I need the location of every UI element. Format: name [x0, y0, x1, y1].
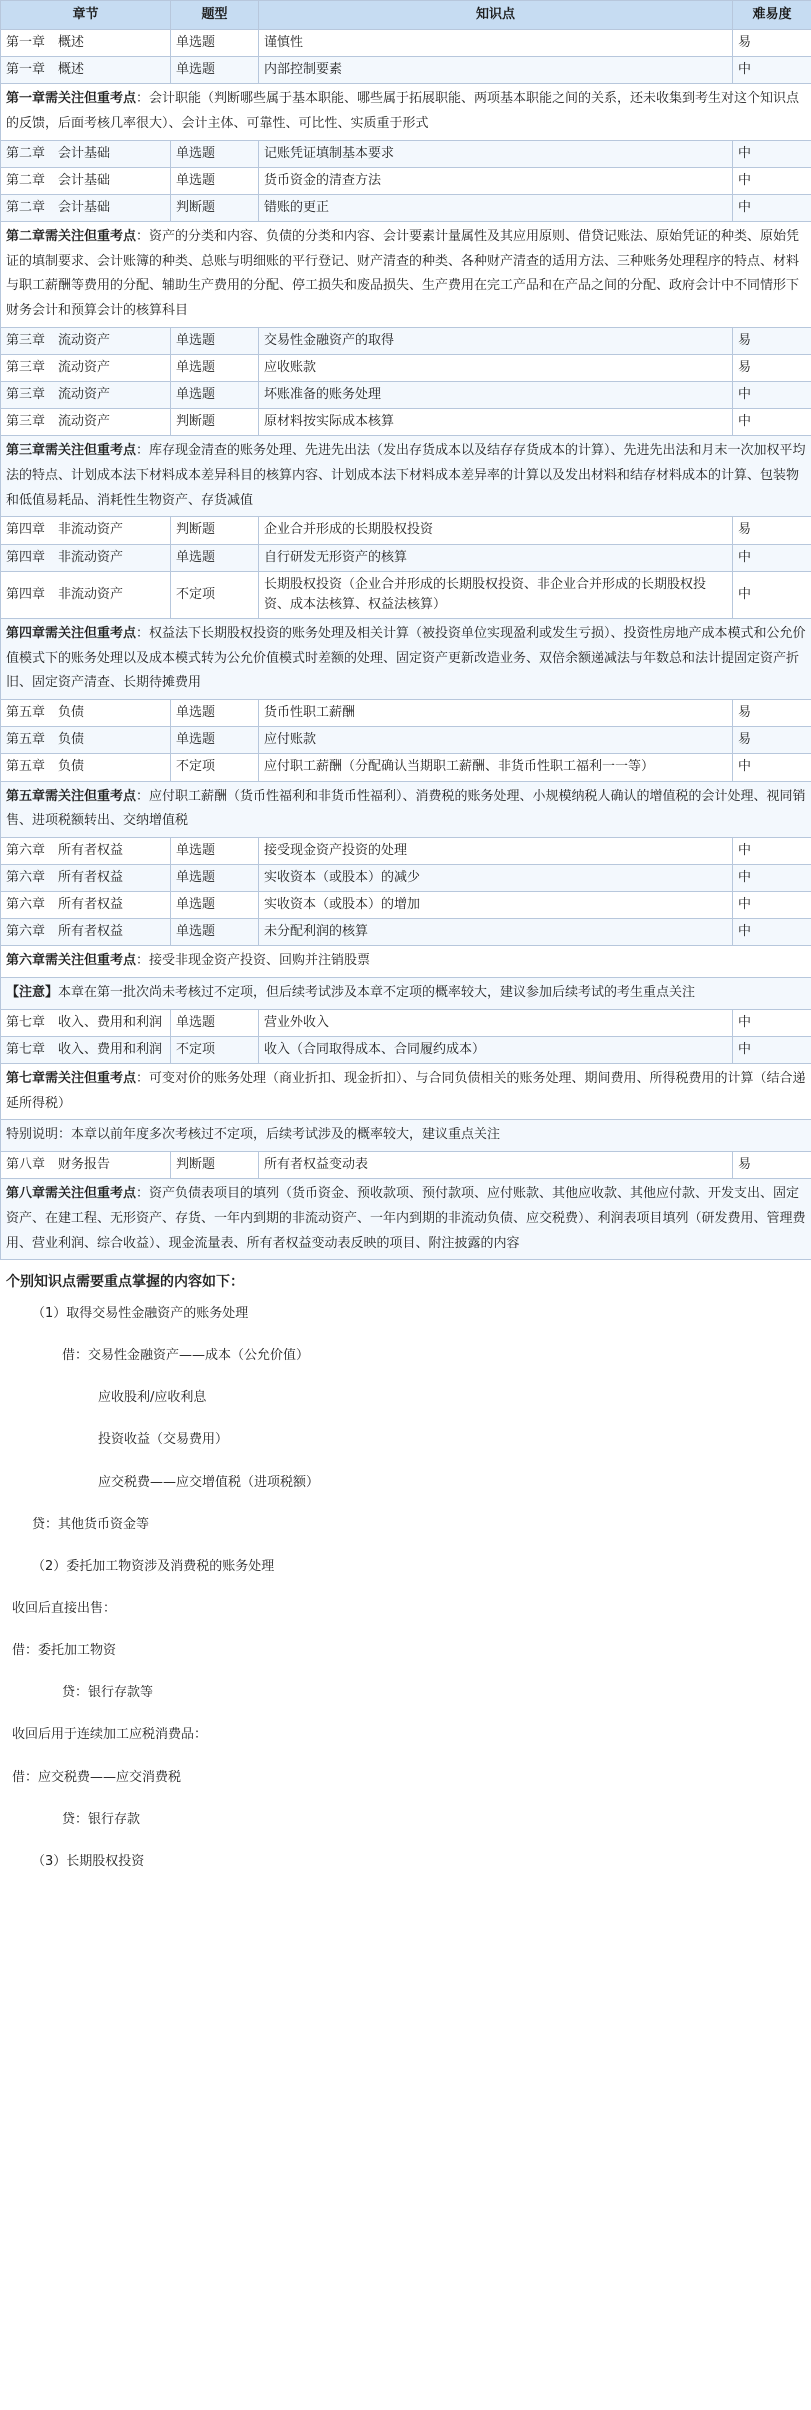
knowledge-point-cell: 企业合并形成的长期股权投资 — [259, 517, 733, 544]
chapter-cell: 第三章 流动资产 — [1, 382, 171, 409]
table-row — [1, 1152, 811, 1179]
question-type-cell: 单选题 — [171, 30, 259, 57]
question-type-cell: 单选题 — [171, 1009, 259, 1036]
header-point: 知识点 — [259, 1, 733, 30]
notes-body — [6, 1304, 805, 1872]
note-cell — [1, 1064, 811, 1120]
note-text: ：权益法下长期股权投资的账务处理及相关计算（被投资单位实现盈利或发生亏损）、投资性房地产成本模式和公允价值模式下的账务处理以及成本模式转为公允价值模式时差额的处理、固定资产更新改造业务、双倍余额递减法与年数总和法计提固定资产折旧、固定资产清查、长期待摊费用 — [6, 626, 806, 691]
chapter-cell: 第六章 所有者权益 — [1, 837, 171, 864]
difficulty-cell: 中 — [733, 544, 811, 571]
chapter-cell: 第四章 非流动资产 — [1, 544, 171, 571]
note-line: （1）取得交易性金融资产的账务处理 — [32, 1306, 249, 1322]
question-type-cell: 单选题 — [171, 727, 259, 754]
note-text: ：应付职工薪酬（货币性福利和非货币性福利）、消费税的账务处理、小规模纳税人确认的增值税的会计处理、视同销售、进项税额转出、交纳增值税 — [6, 788, 806, 829]
knowledge-point-cell: 自行研发无形资产的核算 — [259, 544, 733, 571]
chapter-cell: 第三章 流动资产 — [1, 409, 171, 436]
note-text: ：会计职能（判断哪些属于基本职能、哪些属于拓展职能、两项基本职能之间的关系，还未收集到考生对这个知识点的反馈，后面考核几率很大）、会计主体、可靠性、可比性、实质重于形式 — [6, 91, 800, 131]
knowledge-point-cell: 内部控制要素 — [259, 57, 733, 84]
difficulty-cell: 易 — [733, 517, 811, 544]
chapter-cell: 第二章 会计基础 — [1, 167, 171, 194]
difficulty-cell: 中 — [733, 382, 811, 409]
table-row — [1, 1009, 811, 1036]
knowledge-point-cell: 错账的更正 — [259, 194, 733, 221]
question-type-cell: 判断题 — [171, 1152, 259, 1179]
chapter-cell: 第二章 会计基础 — [1, 194, 171, 221]
table-body — [1, 30, 811, 1260]
chapter-cell: 第四章 非流动资产 — [1, 517, 171, 544]
difficulty-cell: 易 — [733, 30, 811, 57]
chapter-cell: 第四章 非流动资产 — [1, 571, 171, 618]
note-line: 贷：其他货币资金等 — [32, 1516, 150, 1532]
knowledge-point-cell: 实收资本（或股本）的增加 — [259, 892, 733, 919]
knowledge-point-cell: 接受现金资产投资的处理 — [259, 837, 733, 864]
note-cell — [1, 978, 811, 1010]
note-title: 第一章需关注但重考点 — [6, 91, 137, 107]
question-type-cell: 不定项 — [171, 1036, 259, 1063]
note-line: 收回后直接出售： — [12, 1601, 117, 1617]
note-row — [1, 978, 811, 1010]
difficulty-cell: 中 — [733, 865, 811, 892]
question-type-cell: 不定项 — [171, 571, 259, 618]
knowledge-point-cell: 货币资金的清查方法 — [259, 167, 733, 194]
knowledge-point-cell: 长期股权投资（企业合并形成的长期股权投资、非企业合并形成的长期股权投资、成本法核算、权益法核算） — [259, 571, 733, 618]
difficulty-cell: 中 — [733, 409, 811, 436]
question-type-cell: 单选题 — [171, 865, 259, 892]
chapter-cell: 第六章 所有者权益 — [1, 919, 171, 946]
question-type-cell: 单选题 — [171, 57, 259, 84]
table-row — [1, 1036, 811, 1063]
note-text: ：库存现金清查的账务处理、先进先出法（发出存货成本以及结存存货成本的计算）、先进先出法和月末一次加权平均法的特点、计划成本法下材料成本差异科目的核算内容、计划成本法下材料成本差异率的计算以及发出材料和结存材料成本的计算、包装物和低值易耗品、消耗性生物资产、存货减值 — [6, 443, 806, 508]
difficulty-cell: 中 — [733, 167, 811, 194]
note-line: 贷：银行存款等 — [62, 1685, 154, 1701]
note-cell — [1, 84, 811, 140]
question-type-cell: 判断题 — [171, 409, 259, 436]
note-text: ：接受非现金资产投资、回购并注销股票 — [136, 953, 371, 969]
note-text: 特别说明：本章以前年度多次考核过不定项，后续考试涉及的概率较大，建议重点关注 — [6, 1127, 501, 1143]
note-text: 本章在第一批次尚未考核过不定项，但后续考试涉及本章不定项的概率较大，建议参加后续考试的考生重点关注 — [58, 985, 696, 1001]
chapter-cell: 第五章 负债 — [1, 700, 171, 727]
header-level: 难易度 — [733, 1, 811, 30]
table-row — [1, 354, 811, 381]
question-type-cell: 判断题 — [171, 194, 259, 221]
table-row — [1, 919, 811, 946]
difficulty-cell: 中 — [733, 1036, 811, 1063]
chapter-cell: 第五章 负债 — [1, 727, 171, 754]
note-cell — [1, 781, 811, 837]
question-type-cell: 单选题 — [171, 892, 259, 919]
note-title: 第四章需关注但重考点 — [6, 626, 137, 642]
table-row — [1, 544, 811, 571]
difficulty-cell: 中 — [733, 837, 811, 864]
table-row — [1, 727, 811, 754]
note-title: 第七章需关注但重考点 — [6, 1071, 137, 1087]
note-cell — [1, 1120, 811, 1152]
table-row — [1, 327, 811, 354]
knowledge-point-cell: 应付职工薪酬（分配确认当期职工薪酬、非货币性职工福利一一等） — [259, 754, 733, 781]
knowledge-point-cell: 收入（合同取得成本、合同履约成本） — [259, 1036, 733, 1063]
note-title: 【注意】 — [6, 985, 59, 1001]
table-row — [1, 57, 811, 84]
note-text: ：资产负债表项目的填列（货币资金、预收款项、预付款项、应付账款、其他应收款、其他应付款、开发支出、固定资产、在建工程、无形资产、存货、一年内到期的非流动资产、一年内到期的非流动负债、应交税费）、利润表项目填列（研发费用、管理费用、营业利润、综合收益）、现金流量表、所有者权益变动表反映的项目、附注披露的内容 — [6, 1186, 806, 1251]
key-notes-section — [0, 1260, 811, 1914]
knowledge-point-cell: 营业外收入 — [259, 1009, 733, 1036]
note-text: ：资产的分类和内容、负债的分类和内容、会计要素计量属性及其应用原则、借贷记账法、原始凭证的种类、原始凭证的填制要求、会计账簿的种类、总账与明细账的平行登记、财产清查的种类、各种财产清查的适用方法、三种账务处理程序的特点、材料与职工薪酬等费用的分配、辅助生产费用的分配、停工损失和废品损失、生产费用在完工产品和在产品之间的分配、政府会计中不同情形下财务会计和预算会计的核算科目 — [6, 229, 800, 319]
question-type-cell: 不定项 — [171, 754, 259, 781]
chapter-cell: 第六章 所有者权益 — [1, 892, 171, 919]
note-cell — [1, 1179, 811, 1260]
header-chapter: 章节 — [1, 1, 171, 30]
difficulty-cell: 中 — [733, 140, 811, 167]
note-line: 贷：银行存款 — [62, 1811, 141, 1827]
chapter-cell: 第六章 所有者权益 — [1, 865, 171, 892]
difficulty-cell: 易 — [733, 354, 811, 381]
knowledge-point-cell: 记账凭证填制基本要求 — [259, 140, 733, 167]
question-type-cell: 单选题 — [171, 919, 259, 946]
knowledge-point-cell: 原材料按实际成本核算 — [259, 409, 733, 436]
note-row — [1, 619, 811, 700]
question-type-cell: 单选题 — [171, 700, 259, 727]
note-cell — [1, 619, 811, 700]
table-header-row — [1, 1, 811, 30]
difficulty-cell: 中 — [733, 919, 811, 946]
chapter-cell: 第一章 概述 — [1, 30, 171, 57]
difficulty-cell: 中 — [733, 194, 811, 221]
question-type-cell: 单选题 — [171, 140, 259, 167]
difficulty-cell: 中 — [733, 754, 811, 781]
table-row — [1, 571, 811, 618]
difficulty-cell: 中 — [733, 1009, 811, 1036]
knowledge-point-cell: 未分配利润的核算 — [259, 919, 733, 946]
question-type-cell: 判断题 — [171, 517, 259, 544]
difficulty-cell: 易 — [733, 727, 811, 754]
note-line: （3）长期股权投资 — [32, 1853, 145, 1869]
difficulty-cell: 易 — [733, 700, 811, 727]
difficulty-cell: 易 — [733, 1152, 811, 1179]
chapter-cell: 第五章 负债 — [1, 754, 171, 781]
table-row — [1, 865, 811, 892]
note-text: ：可变对价的账务处理（商业折扣、现金折扣）、与合同负债相关的账务处理、期间费用、所得税费用的计算（结合递延所得税） — [6, 1071, 806, 1111]
chapter-cell: 第三章 流动资产 — [1, 327, 171, 354]
note-title: 第二章需关注但重考点 — [6, 229, 137, 245]
note-row — [1, 436, 811, 517]
knowledge-point-cell: 货币性职工薪酬 — [259, 700, 733, 727]
question-type-cell: 单选题 — [171, 837, 259, 864]
note-row — [1, 946, 811, 978]
note-title: 第八章需关注但重考点 — [6, 1186, 137, 1202]
difficulty-cell: 易 — [733, 327, 811, 354]
difficulty-cell: 中 — [733, 571, 811, 618]
note-row — [1, 1064, 811, 1120]
table-row — [1, 892, 811, 919]
table-row — [1, 409, 811, 436]
table-row — [1, 700, 811, 727]
knowledge-point-cell: 坏账准备的账务处理 — [259, 382, 733, 409]
notes-title: 个别知识点需要重点掌握的内容如下： — [6, 1274, 244, 1291]
note-row — [1, 781, 811, 837]
knowledge-point-cell: 应付账款 — [259, 727, 733, 754]
note-line: 借：交易性金融资产——成本（公允价值） — [62, 1348, 310, 1364]
chapter-cell: 第三章 流动资产 — [1, 354, 171, 381]
note-cell — [1, 436, 811, 517]
note-title: 第六章需关注但重考点 — [6, 953, 137, 969]
note-row — [1, 1179, 811, 1260]
table-row — [1, 754, 811, 781]
note-line: 收回后用于连续加工应税消费品： — [12, 1727, 208, 1743]
table-row — [1, 167, 811, 194]
note-line: 应收股利/应收利息 — [98, 1390, 207, 1406]
knowledge-point-cell: 交易性金融资产的取得 — [259, 327, 733, 354]
chapter-cell: 第一章 概述 — [1, 57, 171, 84]
note-line: 投资收益（交易费用） — [98, 1432, 229, 1448]
chapter-cell: 第七章 收入、费用和利润 — [1, 1036, 171, 1063]
question-type-cell: 单选题 — [171, 354, 259, 381]
chapter-cell: 第七章 收入、费用和利润 — [1, 1009, 171, 1036]
difficulty-cell: 中 — [733, 57, 811, 84]
table-row — [1, 140, 811, 167]
table-row — [1, 837, 811, 864]
knowledge-point-cell: 所有者权益变动表 — [259, 1152, 733, 1179]
header-type: 题型 — [171, 1, 259, 30]
note-title: 第五章需关注但重考点 — [6, 788, 137, 804]
table-row — [1, 30, 811, 57]
table-row — [1, 194, 811, 221]
note-line: 应交税费——应交增值税（进项税额） — [98, 1474, 320, 1490]
note-cell — [1, 222, 811, 328]
knowledge-point-cell: 谨慎性 — [259, 30, 733, 57]
question-type-cell: 单选题 — [171, 167, 259, 194]
chapter-cell: 第二章 会计基础 — [1, 140, 171, 167]
note-line: 借：委托加工物资 — [12, 1643, 117, 1659]
question-type-cell: 单选题 — [171, 327, 259, 354]
note-cell — [1, 946, 811, 978]
knowledge-point-cell: 实收资本（或股本）的减少 — [259, 865, 733, 892]
note-row — [1, 222, 811, 328]
note-row — [1, 1120, 811, 1152]
question-type-cell: 单选题 — [171, 544, 259, 571]
note-line: （2）委托加工物资涉及消费税的账务处理 — [32, 1558, 275, 1574]
note-title: 第三章需关注但重考点 — [6, 443, 137, 459]
question-type-cell: 单选题 — [171, 382, 259, 409]
difficulty-cell: 中 — [733, 892, 811, 919]
note-row — [1, 84, 811, 140]
knowledge-point-cell: 应收账款 — [259, 354, 733, 381]
note-line: 借：应交税费——应交消费税 — [12, 1769, 182, 1785]
table-row — [1, 517, 811, 544]
chapter-cell: 第八章 财务报告 — [1, 1152, 171, 1179]
table-row — [1, 382, 811, 409]
